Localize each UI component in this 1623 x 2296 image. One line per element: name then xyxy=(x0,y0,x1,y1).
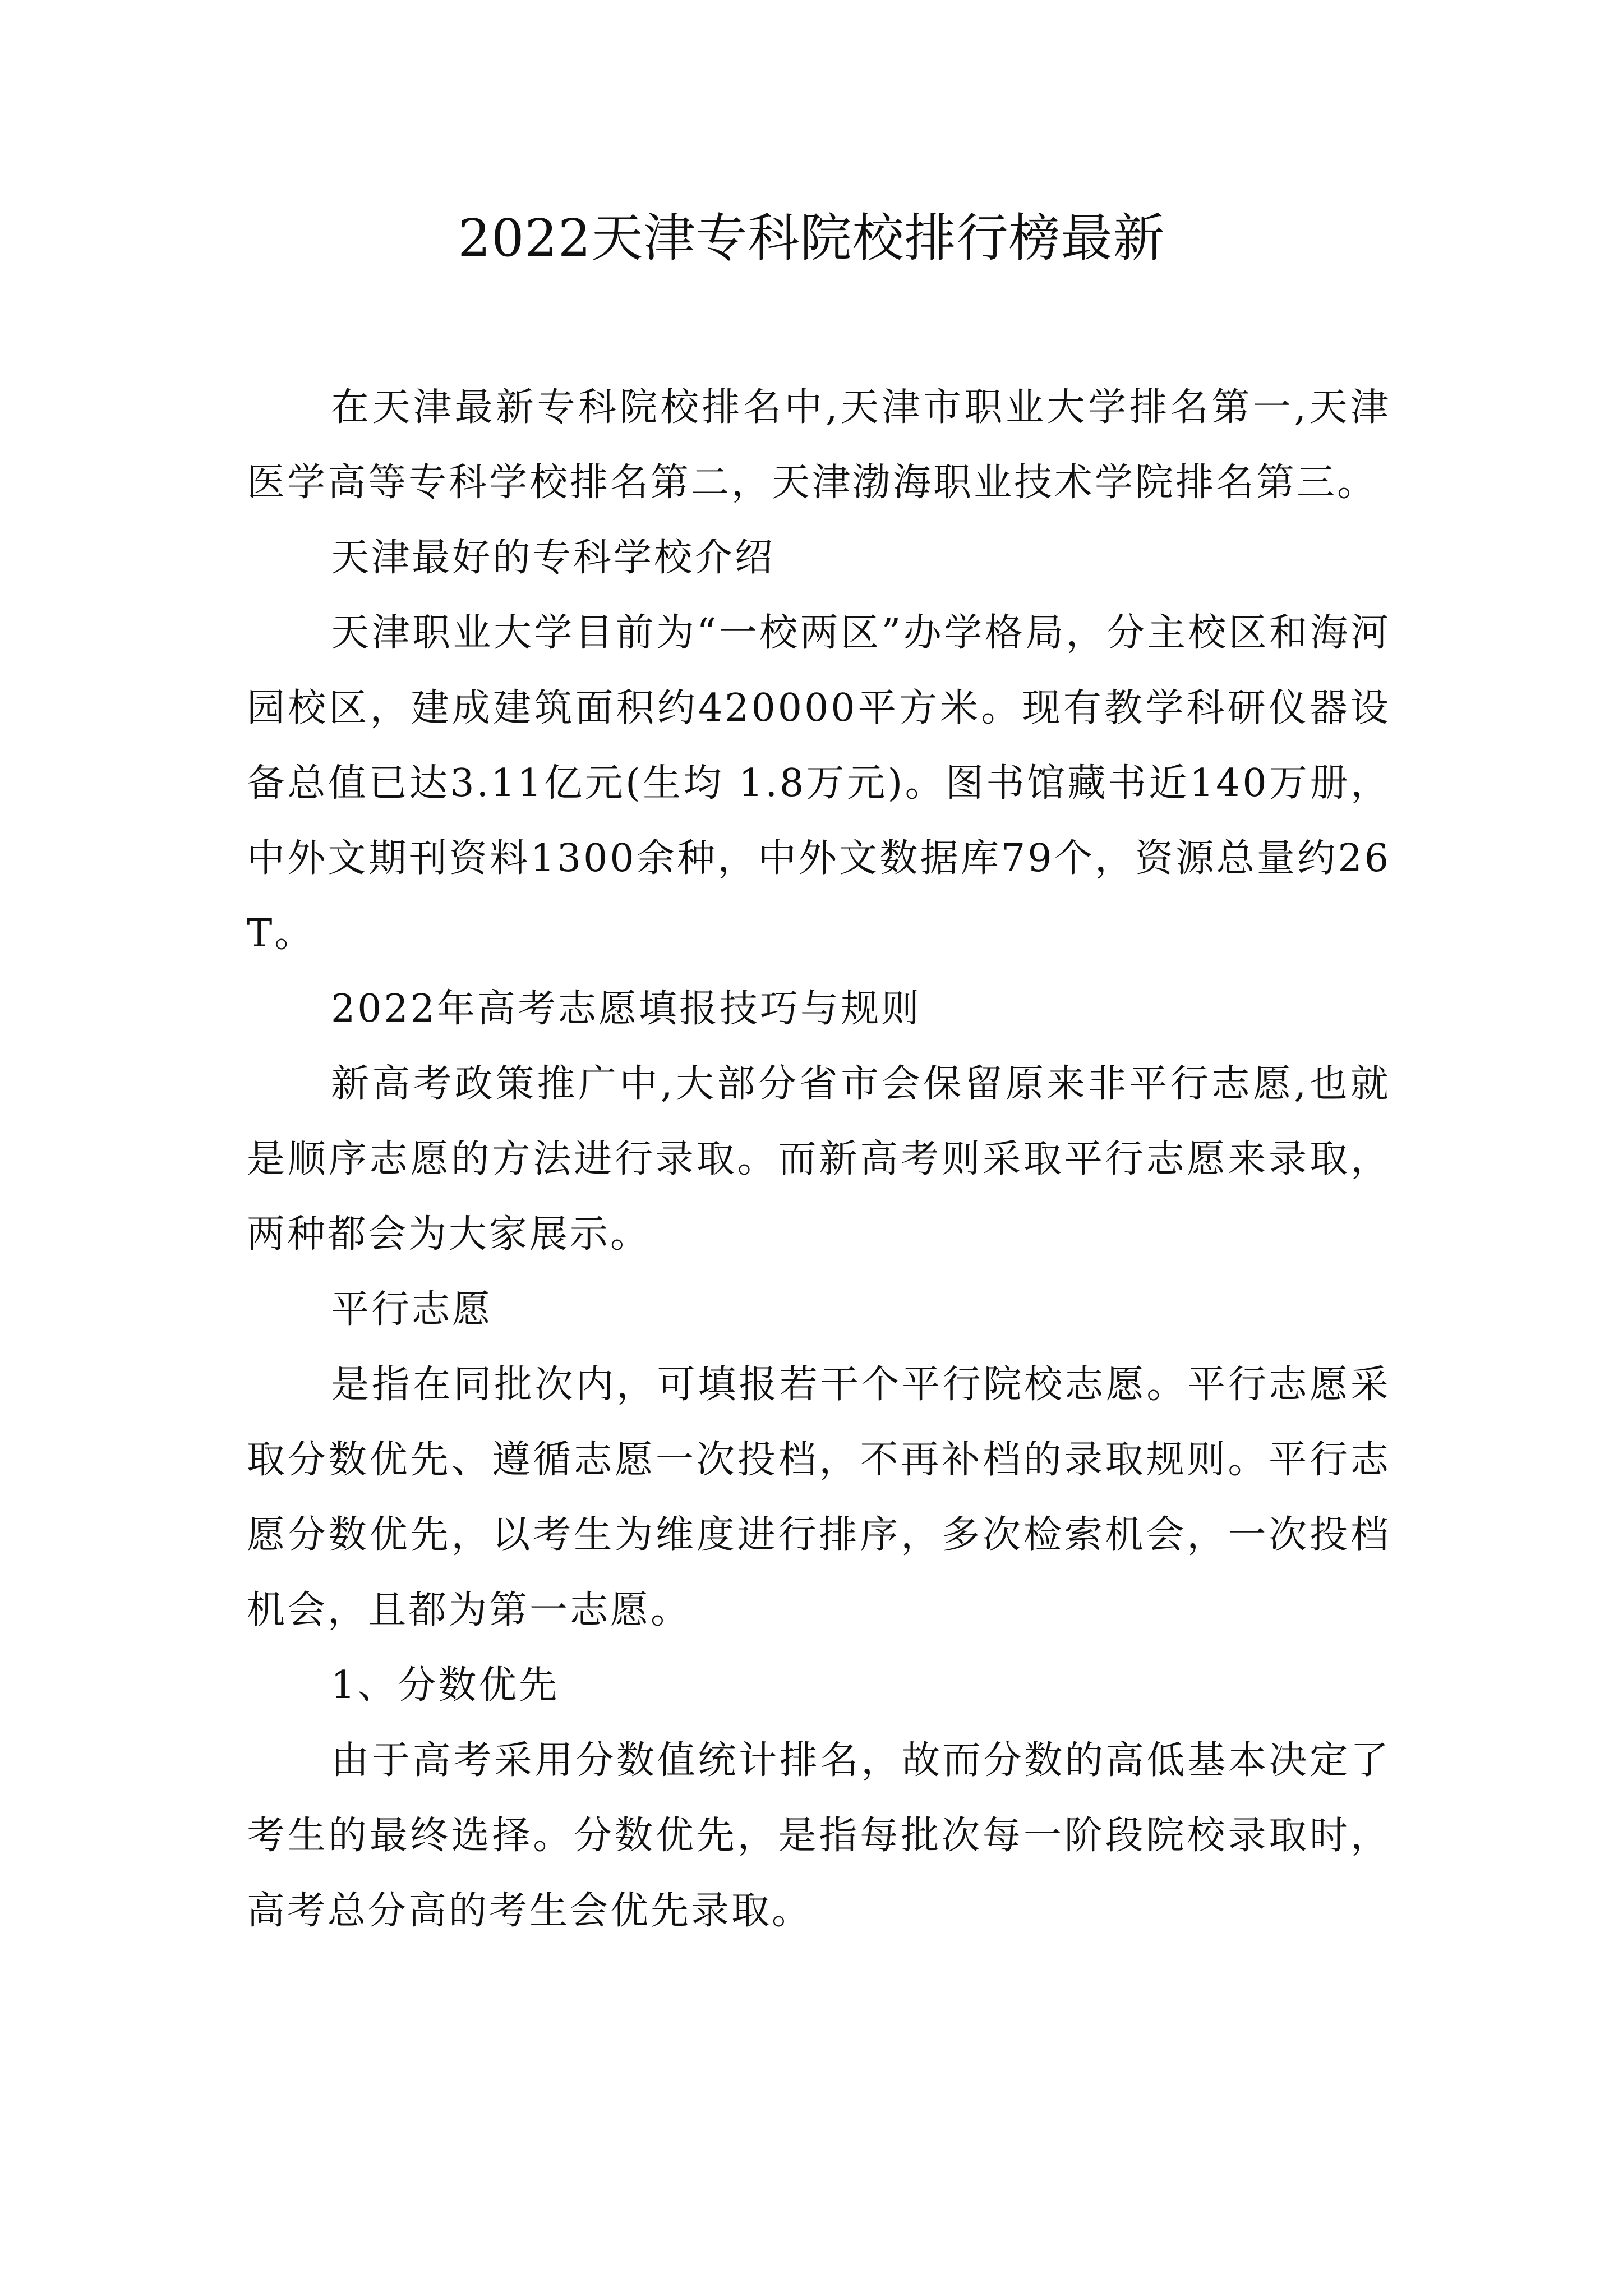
document-body xyxy=(247,370,1391,1949)
document-title: 2022天津专科院校排行榜最新 xyxy=(458,208,1165,268)
paragraph-parallel-choice: 是指在同批次内，可填报若干个平行院校志愿。平行志愿采取分数优先、遵循志愿一次投档，不再补档的录取规则。平行志愿分数优先，以考生为维度进行排序，多次检索机会，一次投档机会，且都为第一志愿。 xyxy=(247,1363,1391,1632)
paragraph-school-intro: 天津职业大学目前为“一校两区”办学格局，分主校区和海河园校区，建成建筑面积约420000平方米。现有教学科研仪器设备总值已达3.11亿元(生均 1.8万元)。图书馆藏书近140万册，中外文期刊资料1300余种，中外文数据库79个，资源总量约26T。 xyxy=(247,611,1391,956)
section-heading-application-tips: 2022年高考志愿填报技巧与规则 xyxy=(331,987,922,1031)
section-heading-best-schools: 天津最好的专科学校介绍 xyxy=(331,536,776,580)
paragraph-ranking-intro: 在天津最新专科院校排名中,天津市职业大学排名第一,天津医学高等专科学校排名第二，天津渤海职业技术学院排名第三。 xyxy=(247,385,1391,505)
section-heading-score-priority: 1、分数优先 xyxy=(331,1663,560,1708)
section-heading-parallel-choice: 平行志愿 xyxy=(331,1287,493,1332)
paragraph-new-policy: 新高考政策推广中,大部分省市会保留原来非平行志愿,也就是顺序志愿的方法进行录取。而新高考则采取平行志愿来录取，两种都会为大家展示。 xyxy=(247,1062,1391,1257)
paragraph-score-priority: 由于高考采用分数值统计排名，故而分数的高低基本决定了考生的最终选择。分数优先，是指每批次每一阶段院校录取时，高考总分高的考生会优先录取。 xyxy=(247,1738,1391,1933)
